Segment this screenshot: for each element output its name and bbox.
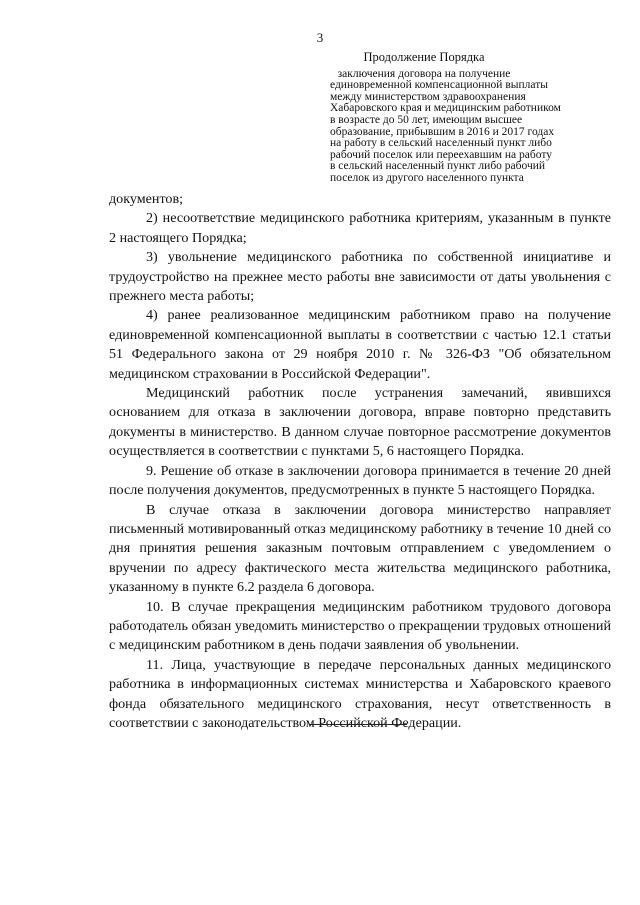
header-line: Хабаровского края и медицинским работником xyxy=(330,102,561,115)
paragraph-refusal-notice: В случае отказа в заключении договора министерство направляет письменный мотивированный отказ медицинскому работнику в течение 10 дней со дня принятия решения заказным почтовым отправлением с уведомлением о вручении по адресу фактического места жительства медицинского работника, указанному в пункте 6.2 раздела 6 договора. xyxy=(109,501,611,596)
header-line: единовременной компенсационной выплаты xyxy=(330,79,548,92)
header-line: между министерством здравоохранения xyxy=(330,90,526,103)
paragraph-item-3: 3) увольнение медицинского работника по собственной инициативе и трудоустройство на прежнее место работы вне зависимости от даты увольнения с прежнего места работы; xyxy=(109,249,611,305)
header-title: Продолжение Порядка xyxy=(363,50,485,64)
header-line: на работу в сельский населенный пункт либо xyxy=(330,137,552,150)
paragraph-resubmission: Медицинский работник после устранения замечаний, явившихся основанием для отказа в заключении договора, вправе повторно представить документы в министерство. В данном случае повторное рассмотрение документов осуществляется в соответствии с пунктами 5, 6 настоящего Порядка. xyxy=(109,385,611,460)
header-line: в возрасте до 50 лет, имеющим высшее xyxy=(330,113,523,126)
paragraph-clause-10: 10. В случае прекращения медицинским работником трудового договора работодатель обязан уведомить министерство о прекращении трудовых отношений с медицинским работником в день подачи заявления об увольнении. xyxy=(109,598,611,654)
end-of-document-line xyxy=(309,724,407,725)
header-line: в сельский населенный пункт либо рабочий xyxy=(330,160,546,173)
paragraph-clause-9: 9. Решение об отказе в заключении договора принимается в течение 20 дней после получения документов, предусмотренных в пункте 5 настоящего Порядка. xyxy=(109,462,611,499)
header-line: рабочий поселок или переехавшим на работу xyxy=(330,148,552,161)
paragraph-clause-11: 11. Лица, участвующие в передаче персональных данных медицинского работника в информационных системах министерства и Хабаровского краевого фонда обязательного медицинского страхования, несут ответственность в соответствии с законодательством Российской Федерации. xyxy=(109,656,611,731)
header-line: поселок из другого населенного пункта xyxy=(330,171,524,184)
paragraph-continuation: документов; xyxy=(109,191,184,207)
paragraph-item-2: 2) несоответствие медицинского работника критериям, указанным в пункте 2 настоящего Порядка; xyxy=(109,210,611,246)
header-line: образование, прибывшим в 2016 и 2017 годах xyxy=(330,125,555,138)
document-body xyxy=(109,190,611,733)
header-line: заключения договора на получение xyxy=(337,67,511,80)
page-number: 3 xyxy=(316,30,324,45)
document-header xyxy=(330,50,561,185)
paragraph-item-4: 4) ранее реализованное медицинским работником право на получение единовременной компенсационной выплаты в соответствии с частью 12.1 статьи 51 Федерального закона от 29 ноября 2010 г. № 326-ФЗ "Об обязательном медицинском страховании в Российской Федерации". xyxy=(109,307,611,382)
